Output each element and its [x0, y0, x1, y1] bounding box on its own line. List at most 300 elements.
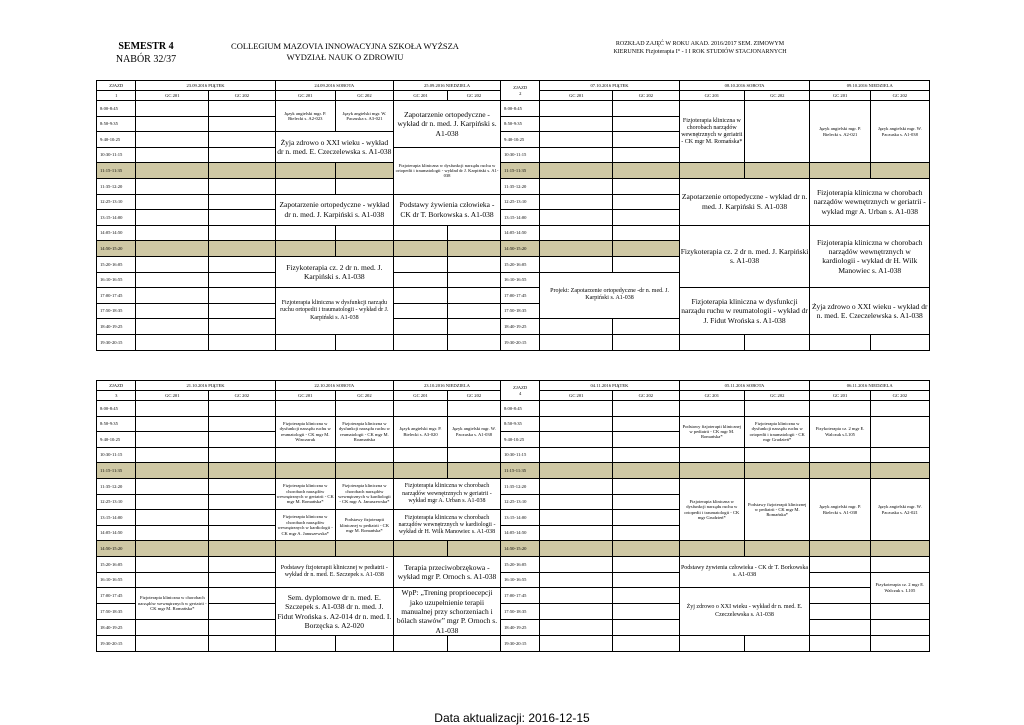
- time-cell: 18:40-19:25: [97, 319, 136, 335]
- college-name: COLLEGIUM MAZOVIA INNOWACYJNA SZKOŁA WYŻSZA: [231, 41, 459, 51]
- empty-cell: [448, 272, 501, 288]
- time-cell: 12:25-13:10: [97, 194, 136, 210]
- time-cell: 17:00-17:45: [97, 288, 136, 304]
- empty-cell: [613, 194, 679, 210]
- class-cell: Fizjoterapia kliniczna w chorobach narządów wewnętrznych w kardiologii - CK mgr A. Januszewska*: [275, 510, 335, 541]
- empty-cell: [870, 416, 929, 447]
- class-cell: Język angielski mgr. W. Paczuska s. A1-038: [870, 101, 929, 163]
- class-cell: Fizjoterapia kliniczna w chorobach narządów wewnętrznych w geriatrii - CK mgr M. Romańska*: [136, 588, 209, 620]
- time-cell: 19:30-20:15: [500, 636, 539, 652]
- day-header: 23.09.2016 PIĄTEK: [136, 81, 275, 91]
- day-header: 07.10.2016 PIĄTEK: [540, 81, 679, 91]
- empty-cell: [679, 447, 744, 463]
- empty-cell: [136, 572, 209, 588]
- empty-cell: [613, 432, 679, 448]
- empty-cell: [810, 401, 870, 417]
- class-cell: Żyj zdrowo o XXI wieku - wykład dr n. med. E. Czeczelewska s. A1-038: [679, 588, 810, 636]
- class-cell: Fizykoterapia cz. 2 dr n. med. J. Karpiński s. A1-038: [679, 225, 810, 287]
- empty-cell: [679, 636, 744, 652]
- schedule-table-zjazd-3-4: [96, 380, 930, 652]
- empty-cell: [275, 636, 335, 652]
- time-row: [97, 588, 930, 604]
- empty-cell: [613, 604, 679, 620]
- empty-cell: [810, 588, 870, 604]
- empty-cell: [540, 210, 613, 226]
- class-cell: Język angielski mgr. W. Paczuska s. A1-038: [448, 416, 501, 447]
- time-cell: 17:50-18:35: [501, 303, 540, 319]
- zjazd-label: ZJAZD: [97, 381, 136, 391]
- class-cell: Fizjoterapia kliniczna w dysfunkcji narządu ruchu w ortopedii i traumatologii - CK mgr Grudzień*: [745, 416, 810, 447]
- empty-cell: [394, 447, 448, 463]
- class-cell: Podstawy fizjoterapii klinicznej w pediatrii - wykład dr n. med. E. Szczepek s. A1-038: [275, 556, 393, 587]
- empty-cell: [136, 319, 209, 335]
- empty-cell: [209, 194, 275, 210]
- empty-cell: [394, 303, 448, 319]
- time-cell: 8:50-9:35: [97, 116, 136, 132]
- class-cell: Podstawy fizjoterapii klinicznej w pediatrii - CK mgr M. Romańska*: [745, 478, 810, 540]
- time-cell: 12:25-13:10: [501, 194, 540, 210]
- time-row: [97, 416, 930, 432]
- time-row: [97, 636, 930, 652]
- time-cell: 13:15-14:00: [97, 510, 136, 526]
- time-cell: 12:25-13:10: [500, 494, 539, 510]
- empty-cell: [613, 478, 679, 494]
- group-header: GC 201: [394, 91, 448, 101]
- time-cell: 11:15-11:35: [97, 463, 136, 479]
- empty-cell: [136, 494, 209, 510]
- zjazd-label: ZJAZD 2: [501, 81, 540, 101]
- class-cell: WpP: „Trening proprioecepcji jako uzupełnienie terapii manualnej przy schorzeniach i bólach stawów” mgr P. Ornoch s. A1-038: [394, 588, 501, 636]
- empty-cell: [613, 101, 679, 117]
- empty-cell: [136, 334, 209, 350]
- time-cell: 16:10-16:55: [97, 272, 136, 288]
- time-cell: 8:00-8:45: [501, 101, 540, 117]
- empty-cell: [136, 194, 209, 210]
- empty-cell: [275, 225, 335, 241]
- empty-cell: [136, 636, 209, 652]
- empty-cell: [335, 334, 393, 350]
- empty-cell: [540, 147, 613, 163]
- empty-cell: [209, 272, 275, 288]
- empty-cell: [209, 620, 275, 636]
- faculty-name: WYDZIAŁ NAUK O ZDROWIU: [286, 51, 404, 62]
- empty-cell: [209, 636, 275, 652]
- class-cell: Język angielski mgr. P. Bielecki s. A1-038: [810, 478, 870, 540]
- empty-cell: [540, 225, 613, 241]
- time-cell: 11:15-11:35: [500, 463, 539, 479]
- group-header: GC 201: [810, 391, 870, 401]
- empty-cell: [209, 604, 275, 620]
- empty-cell: [448, 319, 501, 335]
- group-header: GC 201: [679, 91, 744, 101]
- empty-cell: [540, 447, 613, 463]
- empty-cell: [745, 636, 810, 652]
- class-cell: Podstawy fizjoterapii klinicznej w pediatrii - CK mgr M. Romańska*: [679, 416, 744, 447]
- group-header: GC 202: [335, 91, 393, 101]
- class-cell: Fizjoterapia kliniczna w chorobach narządów wewnętrznych w geriatrii - CK mgr M. Romańska*: [275, 478, 335, 509]
- time-cell: 14:50-15:20: [501, 241, 540, 257]
- time-row: [97, 556, 930, 572]
- empty-cell: [136, 556, 209, 572]
- empty-cell: [394, 334, 448, 350]
- time-cell: 17:00-17:45: [501, 288, 540, 304]
- group-header: GC 202: [870, 91, 929, 101]
- time-row: [97, 401, 930, 417]
- empty-cell: [275, 334, 335, 350]
- time-cell: 10:30-11:15: [97, 447, 136, 463]
- group-header: GC 202: [870, 391, 929, 401]
- group-header: GC 201: [810, 91, 870, 101]
- empty-cell: [448, 334, 501, 350]
- empty-cell: [540, 510, 613, 526]
- empty-cell: [448, 225, 501, 241]
- time-cell: 16:10-16:55: [501, 272, 540, 288]
- empty-cell: [136, 132, 209, 148]
- day-header: 23.10.2016 NIEDZIELA: [394, 381, 501, 391]
- class-cell: Projekt: Zapotarzenie ortopedyczne -dr n. med. J. Karpiński s. A1-038: [540, 272, 679, 319]
- empty-cell: [136, 225, 209, 241]
- day-header: 24.09.2016 SOBOTA: [275, 81, 393, 91]
- empty-cell: [679, 401, 744, 417]
- empty-cell: [448, 636, 501, 652]
- empty-cell: [613, 147, 679, 163]
- empty-cell: [209, 132, 275, 148]
- group-header: GC 201: [136, 91, 209, 101]
- empty-cell: [613, 525, 679, 541]
- class-cell: Fizjoterapia kliniczna w chorobach narządów wewnętrznych w geriatrii - CK mgr M. Romańska*: [679, 101, 744, 163]
- group-header: GC 201: [679, 391, 744, 401]
- empty-cell: [613, 494, 679, 510]
- class-cell: Fizykoterapia cz. 2 mgr E. Walczuk s.L105: [810, 416, 870, 447]
- empty-cell: [394, 636, 448, 652]
- time-cell: 13:15-14:00: [500, 510, 539, 526]
- empty-cell: [870, 636, 929, 652]
- class-cell: Fizjoterapia kliniczna w dysfunkcji narządu ruchu w reumatologii - CK mgr M. Winczaruk: [275, 416, 335, 447]
- empty-cell: [540, 588, 613, 604]
- class-cell: Język angielski mgr. P. Bielecki s. A2-021: [810, 101, 870, 163]
- class-cell: Terapia przeciwobrzękowa - wykład mgr P. Ornoch s. A1-038: [394, 556, 501, 587]
- time-cell: 14:50-15:20: [97, 241, 136, 257]
- time-cell: 9:40-10:25: [97, 432, 136, 448]
- empty-cell: [540, 525, 613, 541]
- empty-cell: [540, 256, 613, 272]
- empty-cell: [136, 478, 209, 494]
- empty-cell: [540, 132, 613, 148]
- time-cell: 17:50-18:35: [500, 604, 539, 620]
- class-cell: Fizykoterapia cz. 2 mgr E. Walczuk s. L105: [870, 572, 929, 604]
- empty-cell: [136, 147, 209, 163]
- class-cell: Fizjoterapia kliniczna w chorobach narządów wewnętrznych w kardiologii - wykład dr H. Wilk Manowiec s. A1-038: [810, 225, 930, 287]
- empty-cell: [394, 256, 448, 272]
- empty-cell: [613, 510, 679, 526]
- schedule-title: ROZKŁAD ZAJĘĆ W ROKU AKAD. 2016/2017 SEM. ZIMOWYM: [615, 41, 785, 47]
- time-cell: 8:00-8:45: [97, 101, 136, 117]
- empty-cell: [810, 572, 870, 588]
- empty-cell: [540, 178, 613, 194]
- header-schedule-info: [560, 41, 840, 56]
- empty-cell: [613, 225, 679, 241]
- empty-cell: [613, 636, 679, 652]
- time-cell: 18:40-19:25: [501, 319, 540, 335]
- empty-cell: [209, 147, 275, 163]
- empty-cell: [209, 210, 275, 226]
- zjazd-header-row: [97, 81, 930, 91]
- group-header: GC 201: [275, 391, 335, 401]
- empty-cell: [540, 604, 613, 620]
- time-cell: 8:50-9:35: [501, 116, 540, 132]
- empty-cell: [394, 225, 448, 241]
- class-cell: Żyja zdrowo o XXI wieku - wykład dr n. med. E. Czeczelewska s. A1-038: [275, 132, 393, 163]
- time-cell: 17:50-18:35: [97, 303, 136, 319]
- day-header: 09.10.2016 NIEDZIELA: [810, 81, 930, 91]
- empty-cell: [540, 319, 613, 335]
- empty-cell: [745, 401, 810, 417]
- empty-cell: [209, 256, 275, 272]
- empty-cell: [335, 225, 393, 241]
- empty-cell: [335, 636, 393, 652]
- time-row: [97, 334, 930, 350]
- empty-cell: [136, 288, 209, 304]
- empty-cell: [745, 101, 810, 163]
- empty-cell: [810, 447, 870, 463]
- empty-cell: [540, 194, 613, 210]
- break-row: [97, 541, 930, 557]
- time-cell: 16:10-16:55: [500, 572, 539, 588]
- empty-cell: [870, 447, 929, 463]
- group-header: GC 201: [540, 391, 613, 401]
- empty-cell: [209, 494, 275, 510]
- empty-cell: [613, 116, 679, 132]
- group-header: GC 202: [613, 91, 679, 101]
- class-cell: Podstawy żywienia człowieka - CK dr T. Borkowska s. A1-038: [394, 194, 501, 225]
- day-header: 21.10.2016 PIĄTEK: [136, 381, 275, 391]
- empty-cell: [209, 416, 275, 432]
- empty-cell: [275, 447, 335, 463]
- class-cell: Język angielski mgr. P. Bielecki s. A3-020: [394, 416, 448, 447]
- time-row: [97, 478, 930, 494]
- class-cell: Fizjoterapia kliniczna w chorobach narządów wewnętrznych w kardiologii - CK mgr A. Januszewska*: [335, 478, 393, 509]
- empty-cell: [613, 178, 679, 194]
- time-cell: 17:50-18:35: [97, 604, 136, 620]
- class-cell: Fizjoterapia kliniczna w dysfunkcji narządu ruchu w reumatologii - CK mgr M. Roamańska: [335, 416, 393, 447]
- empty-cell: [136, 447, 209, 463]
- time-cell: 13:15-14:00: [97, 210, 136, 226]
- time-row: [97, 288, 930, 304]
- zjazd-label: ZJAZD: [97, 81, 136, 91]
- empty-cell: [209, 478, 275, 494]
- time-cell: 8:50-9:35: [97, 416, 136, 432]
- empty-cell: [540, 478, 613, 494]
- empty-cell: [870, 334, 929, 350]
- time-cell: 14:50-15:20: [500, 541, 539, 557]
- class-cell: Język angielski mgr. W. Paczuska s. A2-021: [870, 478, 929, 540]
- time-cell: 14:05-14:50: [97, 525, 136, 541]
- header-college: [215, 41, 475, 62]
- empty-cell: [810, 334, 870, 350]
- empty-cell: [275, 401, 335, 417]
- time-cell: 9:40-10:25: [500, 432, 539, 448]
- time-cell: 14:05-14:50: [501, 225, 540, 241]
- empty-cell: [810, 636, 870, 652]
- time-cell: 10:30-11:15: [500, 447, 539, 463]
- time-cell: 11:35-12:20: [97, 478, 136, 494]
- empty-cell: [613, 401, 679, 417]
- empty-cell: [136, 210, 209, 226]
- update-date: Data aktualizacji: 2016-12-15: [434, 711, 590, 725]
- group-header: GC 202: [209, 91, 275, 101]
- empty-cell: [870, 604, 929, 620]
- time-cell: 17:00-17:45: [500, 588, 539, 604]
- empty-cell: [136, 303, 209, 319]
- empty-cell: [209, 510, 275, 526]
- class-cell: Zapotarzenie ortopedyczne - wykład dr n. med. J. Karpiński s. A1-038: [275, 194, 393, 225]
- time-cell: 11:15-11:35: [97, 163, 136, 179]
- time-cell: 15:20-16:05: [97, 256, 136, 272]
- empty-cell: [136, 432, 209, 448]
- empty-cell: [745, 447, 810, 463]
- group-header: GC 202: [448, 391, 501, 401]
- empty-cell: [540, 432, 613, 448]
- class-cell: Fizjoterapia kliniczna w dysfunkcji narządu ruchu ortopedii i traumatologii - wykład dr J. Karpiński s. A1-038: [275, 288, 393, 335]
- day-header: 08.10.2016 SOBOTA: [679, 81, 810, 91]
- empty-cell: [394, 319, 448, 335]
- time-cell: 11:35-12:20: [500, 478, 539, 494]
- class-cell: Sem. dyplomowe dr n. med. E. Szczepek s. A1-038 dr n. med. J. Fidut Wrońska s. A2-014 dr n. med. I. Borzęcka s. A2-020: [275, 588, 393, 636]
- time-cell: 11:15-11:35: [501, 163, 540, 179]
- time-cell: 15:20-16:05: [500, 556, 539, 572]
- empty-cell: [613, 572, 679, 588]
- time-row: [97, 178, 930, 194]
- empty-cell: [335, 401, 393, 417]
- time-row: [97, 225, 930, 241]
- group-header: GC 202: [745, 391, 810, 401]
- empty-cell: [613, 210, 679, 226]
- time-row: [97, 101, 930, 117]
- empty-cell: [613, 256, 679, 272]
- zjazd-header-row: [97, 381, 930, 391]
- group-header: GC 201: [394, 391, 448, 401]
- time-cell: 8:50-9:35: [500, 416, 539, 432]
- empty-cell: [448, 256, 501, 272]
- empty-cell: [540, 416, 613, 432]
- group-header: GC 202: [448, 91, 501, 101]
- class-cell: Fizjoterapia kliniczna w chorobach narządów wewnętrznych w geriatrii - wykład mgr A. Urban s. A1-038: [394, 478, 501, 509]
- empty-cell: [870, 620, 929, 636]
- time-cell: 13:15-14:00: [501, 210, 540, 226]
- empty-cell: [448, 447, 501, 463]
- empty-cell: [209, 334, 275, 350]
- empty-cell: [209, 101, 275, 117]
- class-cell: Fizjoterapia kliniczna w chorobach narządów wewnętrznych w geriatrii - wykład mgr A. Urban s. A1-038: [810, 178, 930, 225]
- empty-cell: [136, 272, 209, 288]
- empty-cell: [209, 525, 275, 541]
- time-cell: 11:35-12:20: [97, 178, 136, 194]
- empty-cell: [136, 116, 209, 132]
- class-cell: Fizjoterapia kliniczna w chorobach narządów wewnętrznych w kardiologii - wykład dr H. Wilk Manowiec s. A1-038: [394, 510, 501, 541]
- group-header: GC 201: [275, 91, 335, 101]
- empty-cell: [136, 401, 209, 417]
- empty-cell: [745, 334, 810, 350]
- header-semester: [96, 41, 196, 66]
- class-cell: Zapotarzenie ortopedyczne - wykład dr n. med. J. Karpiński s. A1-038: [394, 101, 501, 148]
- class-cell: Żyja zdrowo o XXI wieku - wykład dr n. med. E. Czeczelewska s. A1-038: [810, 288, 930, 335]
- empty-cell: [136, 620, 209, 636]
- empty-cell: [136, 256, 209, 272]
- time-row: [97, 447, 930, 463]
- time-cell: 10:30-11:15: [97, 147, 136, 163]
- empty-cell: [209, 116, 275, 132]
- empty-cell: [209, 225, 275, 241]
- time-cell: 8:00-8:45: [500, 401, 539, 417]
- empty-cell: [209, 401, 275, 417]
- semester-label: SEMESTR 4: [118, 41, 174, 52]
- empty-cell: [136, 510, 209, 526]
- empty-cell: [540, 334, 613, 350]
- empty-cell: [209, 572, 275, 588]
- time-cell: 16:10-16:55: [97, 572, 136, 588]
- time-cell: 18:40-19:25: [97, 620, 136, 636]
- empty-cell: [679, 334, 744, 350]
- schedule-table-zjazd-1-2: [96, 80, 930, 351]
- empty-cell: [394, 272, 448, 288]
- time-cell: 18:40-19:25: [500, 620, 539, 636]
- empty-cell: [540, 401, 613, 417]
- empty-cell: [394, 288, 448, 304]
- break-row: [97, 163, 930, 179]
- zjazd-number: 1: [97, 91, 136, 101]
- time-cell: 19:30-20:15: [501, 334, 540, 350]
- time-cell: 19:30-20:15: [97, 636, 136, 652]
- class-cell: Podstawy fizjoterapii klinicznej w pediatrii - CK mgr M. Romańska*: [335, 510, 393, 541]
- time-cell: 14:05-14:50: [97, 225, 136, 241]
- class-cell: Zapotarzenie ortopedyczne - wykład dr n. med. J. Karpiński S. A1-038: [679, 178, 810, 225]
- empty-cell: [870, 401, 929, 417]
- empty-cell: [810, 556, 870, 572]
- empty-cell: [335, 447, 393, 463]
- direction-label: KIERUNEK Fizjoterapia I° - I I ROK STUDIÓW STACJONARNYCH: [613, 48, 787, 55]
- empty-cell: [870, 556, 929, 572]
- empty-cell: [209, 556, 275, 572]
- time-cell: 15:20-16:05: [501, 256, 540, 272]
- empty-cell: [448, 288, 501, 304]
- time-cell: 10:30-11:15: [501, 147, 540, 163]
- empty-cell: [136, 416, 209, 432]
- day-header: 22.10.2016 SOBOTA: [275, 381, 393, 391]
- empty-cell: [540, 636, 613, 652]
- empty-cell: [448, 401, 501, 417]
- empty-cell: [209, 178, 275, 194]
- empty-cell: [540, 620, 613, 636]
- empty-cell: [209, 432, 275, 448]
- group-header: GC 201: [540, 91, 613, 101]
- empty-cell: [136, 178, 209, 194]
- empty-cell: [335, 178, 393, 194]
- empty-cell: [613, 447, 679, 463]
- class-cell: Fizjoterapia kliniczna w dysfunkcji narządu ruchu w ortopedii i traumatologii - CK mgr Grudzień*: [679, 478, 744, 540]
- time-cell: 11:35-12:20: [501, 178, 540, 194]
- time-cell: 9:40-10:25: [97, 132, 136, 148]
- empty-cell: [540, 556, 613, 572]
- time-cell: 17:00-17:45: [97, 588, 136, 604]
- empty-cell: [613, 588, 679, 604]
- day-header: 05.11.2016 SOBOTA: [679, 381, 810, 391]
- empty-cell: [613, 132, 679, 148]
- empty-cell: [209, 303, 275, 319]
- empty-cell: [275, 178, 335, 194]
- empty-cell: [209, 447, 275, 463]
- empty-cell: [613, 620, 679, 636]
- day-header: 25.09.2016 NIEDZIELA: [394, 81, 501, 91]
